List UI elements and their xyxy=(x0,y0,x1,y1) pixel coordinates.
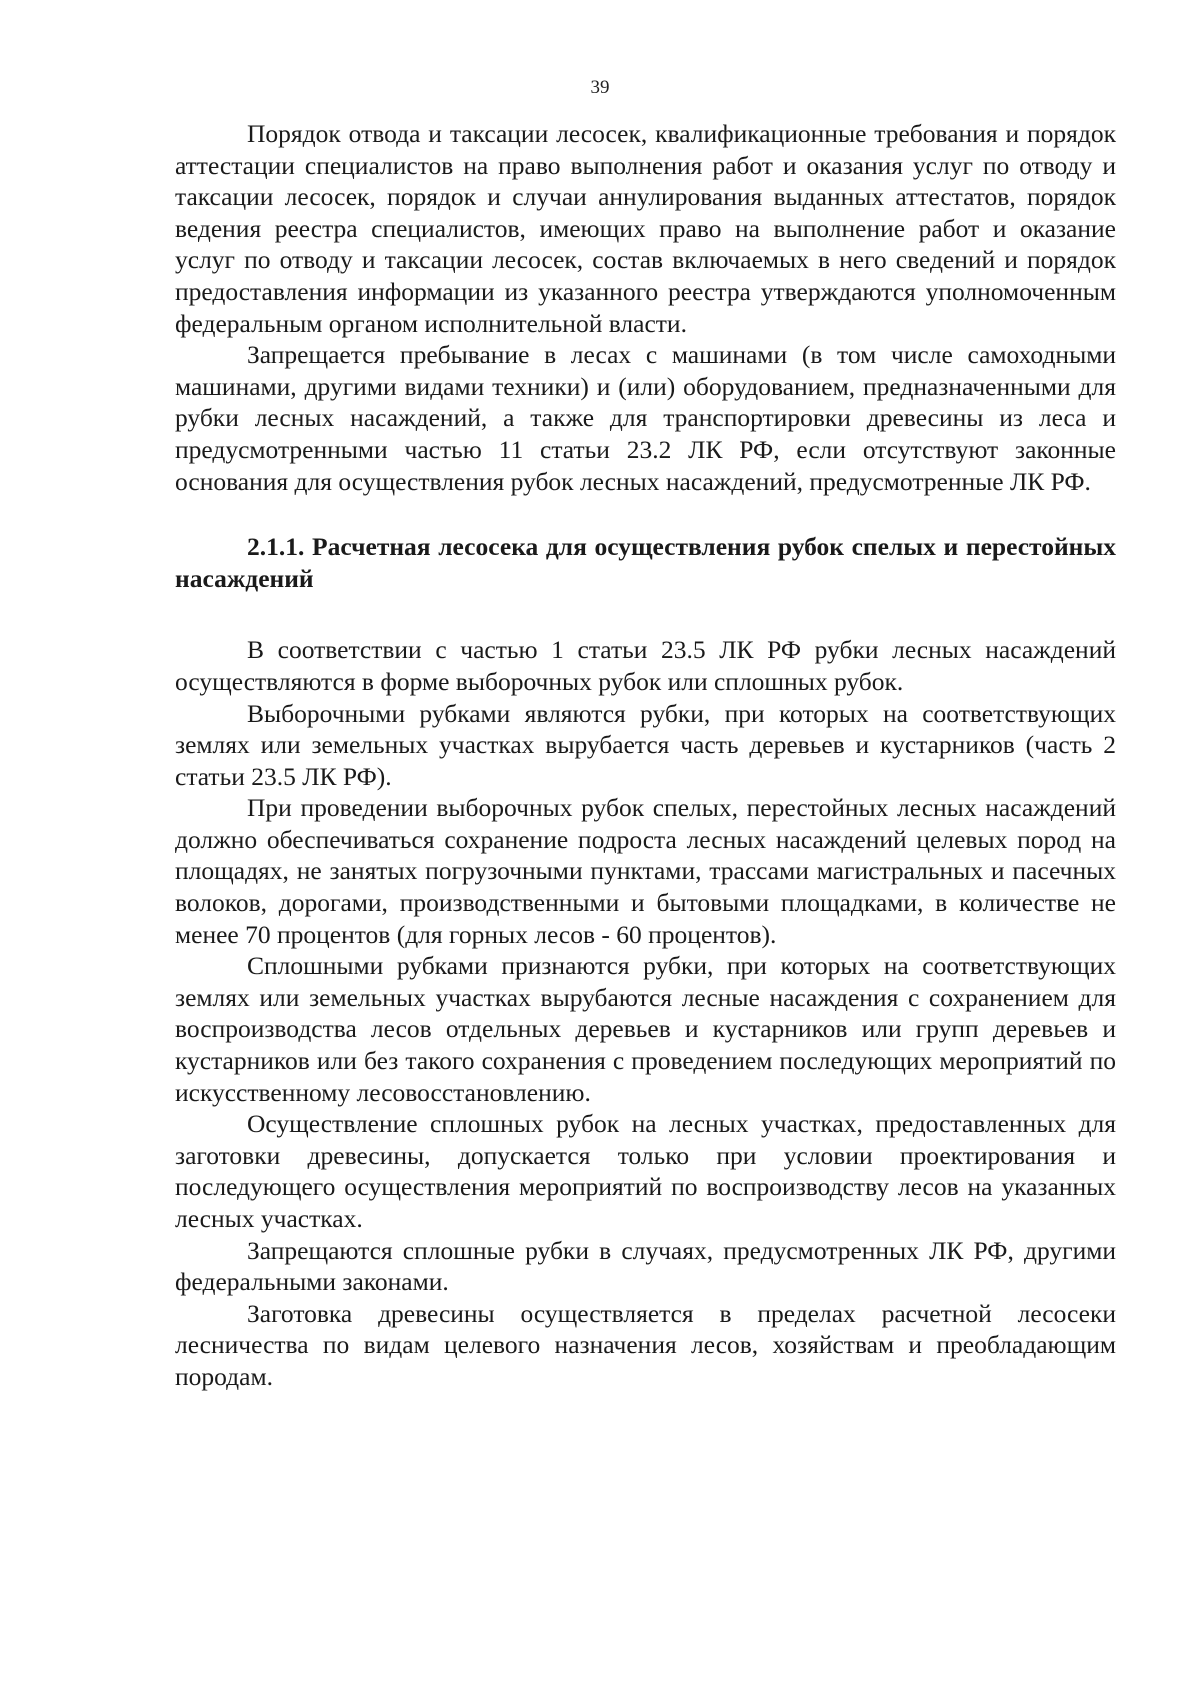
paragraph-wood-harvesting-limits: Заготовка древесины осуществляется в пределах расчетной лесосеки лесничества по видам целевого назначения лесов, хозяйствам и преобладающим породам. xyxy=(175,1298,1116,1391)
page-content xyxy=(175,118,1116,1393)
paragraph-felling-forms: В соответствии с частью 1 статьи 23.5 ЛК РФ рубки лесных насаждений осуществляются в форме выборочных рубок или сплошных рубок. xyxy=(175,635,1116,696)
paragraph-clear-felling-definition: Сплошными рубками признаются рубки, при которых на соответствующих землях или земельных участках вырубаются лесные насаждения с сохранением для воспроизводства лесов отдельных деревьев и кустарников или групп деревьев и кустарников или без такого сохранения с проведением последующих мероприятий по искусственному лесовосстановлению. xyxy=(175,951,1116,1107)
paragraph-clear-felling-prohibitions: Запрещаются сплошные рубки в случаях, предусмотренных ЛК РФ, другими федеральными законами. xyxy=(175,1235,1116,1297)
paragraph-clear-felling-conditions: Осуществление сплошных рубок на лесных участках, предоставленных для заготовки древесины, допускается только при условии проектирования и последующего осуществления мероприятий по воспроизводству лесов на указанных лесных участках. xyxy=(175,1109,1116,1233)
page-number: 39 xyxy=(590,77,610,98)
paragraph-lesosek-taxation-order: Порядок отвода и таксации лесосек, квалификационные требования и порядок аттестации специалистов на право выполнения работ и оказания услуг по отводу и таксации лесосек, порядок и случаи аннулирования выданных аттестатов, порядок ведения реестра специалистов, имеющих право на выполнение работ и оказание услуг по отводу и таксации лесосек, состав включаемых в него сведений и порядок предоставления информации из указанного реестра утверждаются уполномоченным федеральным органом исполнительной власти. xyxy=(175,119,1116,338)
paragraph-machinery-prohibition: Запрещается пребывание в лесах с машинами (в том числе самоходными машинами, другими видами техники) и (или) оборудованием, предназначенными для рубки лесных насаждений, а также для транспортировки древесины из леса и предусмотренными частью 11 статьи 23.2 ЛК РФ, если отсутствуют законные основания для осуществления рубок лесных насаждений, предусмотренные ЛК РФ. xyxy=(175,340,1116,496)
paragraph-undergrowth-preservation: При проведении выборочных рубок спелых, перестойных лесных насаждений должно обеспечиваться сохранение подроста лесных насаждений целевых пород на площадях, не занятых погрузочными пунктами, трассами магистральных и пасечных волоков, дорогами, производственными и бытовыми площадками, в количестве не менее 70 процентов (для горных лесов - 60 процентов). xyxy=(175,793,1116,949)
section-heading: 2.1.1. Расчетная лесосека для осуществления рубок спелых и перестойных насаждений xyxy=(175,532,1116,593)
paragraph-selective-felling-definition: Выборочными рубками являются рубки, при которых на соответствующих землях или земельных участках вырубается часть деревьев и кустарников (часть 2 статьи 23.5 ЛК РФ). xyxy=(175,698,1116,791)
